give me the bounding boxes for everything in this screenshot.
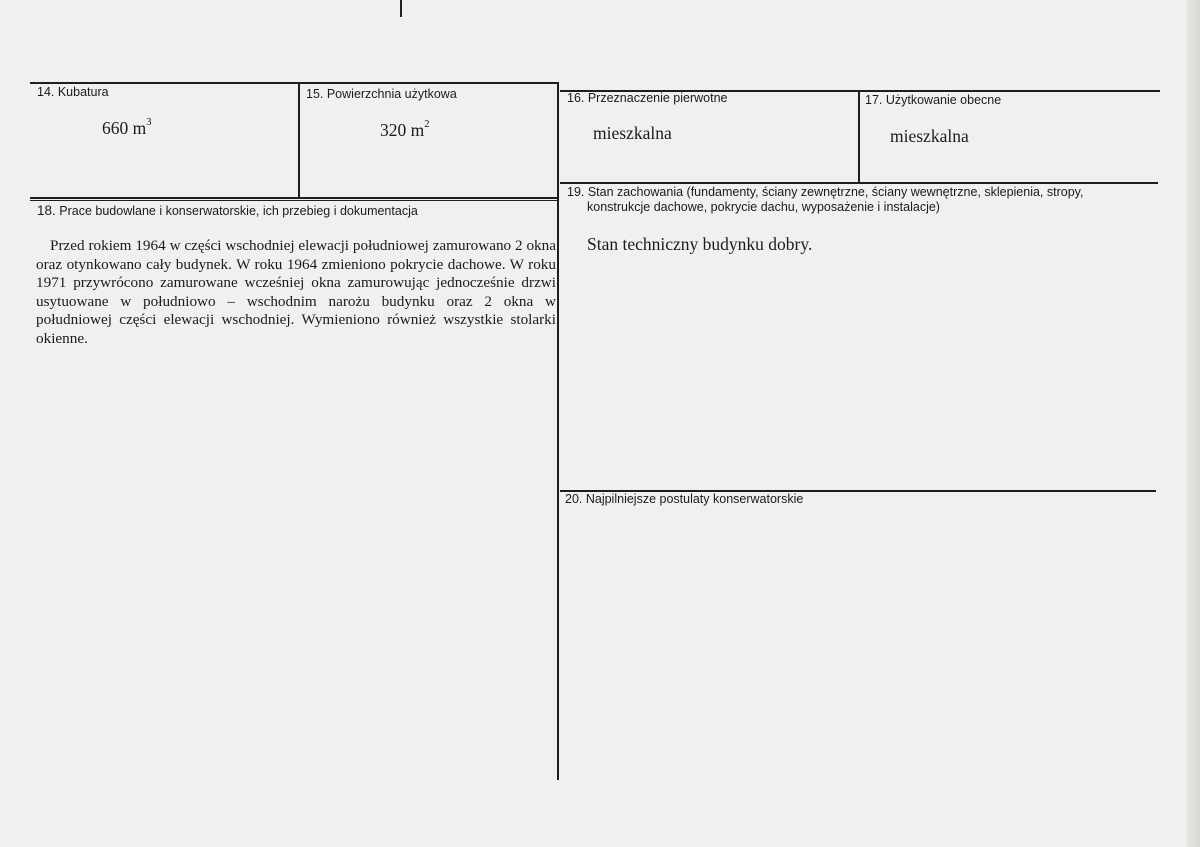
field-18-label: 18. Prace budowlane i konserwatorskie, ich przebieg i dokumentacja	[37, 203, 418, 218]
field-18-text: Przed rokiem 1964 w części wschodniej elewacji południowej zamurowano 2 okna oraz otynkowano cały budynek. W roku 1964 zmieniono pokrycie dachowe. W roku 1971 przywrócono zamurowane wcześniej okna zamurowując jednocześnie drzwi usytuowane w południowo – wschodnim narożu budynku oraz 2 okna w południowej części elewacji wschodniej. Wymieniono również wszystkie stolarki okienne.	[36, 237, 556, 347]
divider-main	[557, 84, 559, 780]
paper-edge	[1187, 0, 1200, 847]
field-15-label: 15. Powierzchnia użytkowa	[306, 87, 457, 101]
field-19-value: Stan techniczny budynku dobry.	[587, 234, 813, 254]
field-14-label: 14. Kubatura	[37, 85, 109, 99]
field-15-value: 320 $m^2$	[380, 119, 430, 140]
rule-left-mid	[30, 197, 559, 199]
field-17-label: 17. Użytkowanie obecne	[865, 93, 1002, 107]
rule-top-left	[30, 82, 559, 84]
field-16-value: mieszkalna	[593, 123, 672, 143]
field-14-value: 660 $m^3$	[102, 117, 152, 138]
field-17-value: mieszkalna	[890, 126, 969, 146]
field-16-label: 16. Przeznaczenie pierwotne	[567, 91, 728, 105]
divider-14-15	[298, 82, 300, 198]
rule-18-underline	[30, 200, 559, 201]
divider-16-17	[858, 90, 860, 183]
field-19-label: 19. Stan zachowania (fundamenty, ściany zewnętrzne, ściany wewnętrzne, sklepienia, stropy, konstrukcje dachowe, pokrycie dachu, wyposażenie i instalacje)	[567, 185, 1084, 214]
top-fold-mark	[400, 0, 402, 17]
field-20-label: 20. Najpilniejsze postulaty konserwatorskie	[565, 492, 804, 506]
